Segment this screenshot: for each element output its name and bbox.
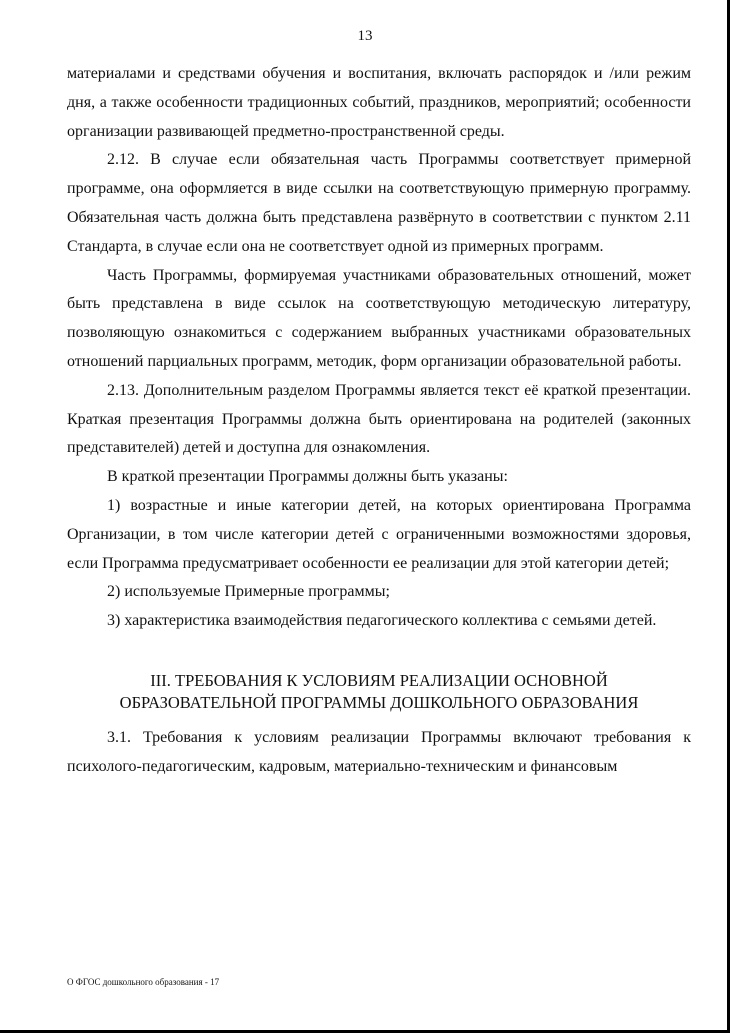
paragraph: 3.1. Требования к условиям реализации Программы включают требования к психолого-педагогическим, кадровым, материально-техническим и финансовым bbox=[67, 728, 691, 775]
paragraph: 2) используемые Примерные программы; bbox=[107, 583, 390, 601]
paragraph: В краткой презентации Программы должны быть указаны: bbox=[107, 468, 508, 486]
document-body bbox=[67, 60, 691, 782]
footer-note: О ФГОС дошкольного образования - 17 bbox=[67, 977, 220, 987]
section-heading bbox=[67, 670, 691, 714]
paragraph: Часть Программы, формируемая участниками образовательных отношений, может быть представлена в виде ссылок на соответствующую методическую литературу, позволяющую ознакомиться с содержанием выбранных участниками образовательных отношений парциальных программ, методик, форм организации образовательной работы. bbox=[67, 266, 691, 370]
section-heading-line: III. ТРЕБОВАНИЯ К УСЛОВИЯМ РЕАЛИЗАЦИИ ОСНОВНОЙ bbox=[150, 670, 608, 690]
page-number: 13 bbox=[357, 28, 373, 44]
paragraph: 1) возрастные и иные категории детей, на которых ориентирована Программа Организации, в том числе категории детей с ограниченными возможностями здоровья, если Программа предусматривает особенности ее реализации для этой категории детей; bbox=[67, 496, 691, 572]
paragraph: 2.12. В случае если обязательная часть Программы соответствует примерной программе, она оформляется в виде ссылки на соответствующую примерную программу. Обязательная часть должна быть представлена развёрнуто в соответствии с пунктом 2.11 Стандарта, в случае если она не соответствует одной из примерных программ. bbox=[67, 151, 691, 255]
paragraph: 3) характеристика взаимодействия педагогического коллектива с семьями детей. bbox=[107, 612, 657, 630]
paragraph: 2.13. Дополнительным разделом Программы является текст её краткой презентации. Краткая презентация Программы должна быть ориентирована на родителей (законных представителей) детей и доступна для ознакомления. bbox=[67, 381, 691, 457]
section-heading-line: ОБРАЗОВАТЕЛЬНОЙ ПРОГРАММЫ ДОШКОЛЬНОГО ОБРАЗОВАНИЯ bbox=[119, 692, 639, 712]
paragraph: материалами и средствами обучения и воспитания, включать распорядок и /или режим дня, а также особенности традиционных событий, праздников, мероприятий; особенности организации развивающей предметно-пространственной среды. bbox=[67, 65, 691, 140]
